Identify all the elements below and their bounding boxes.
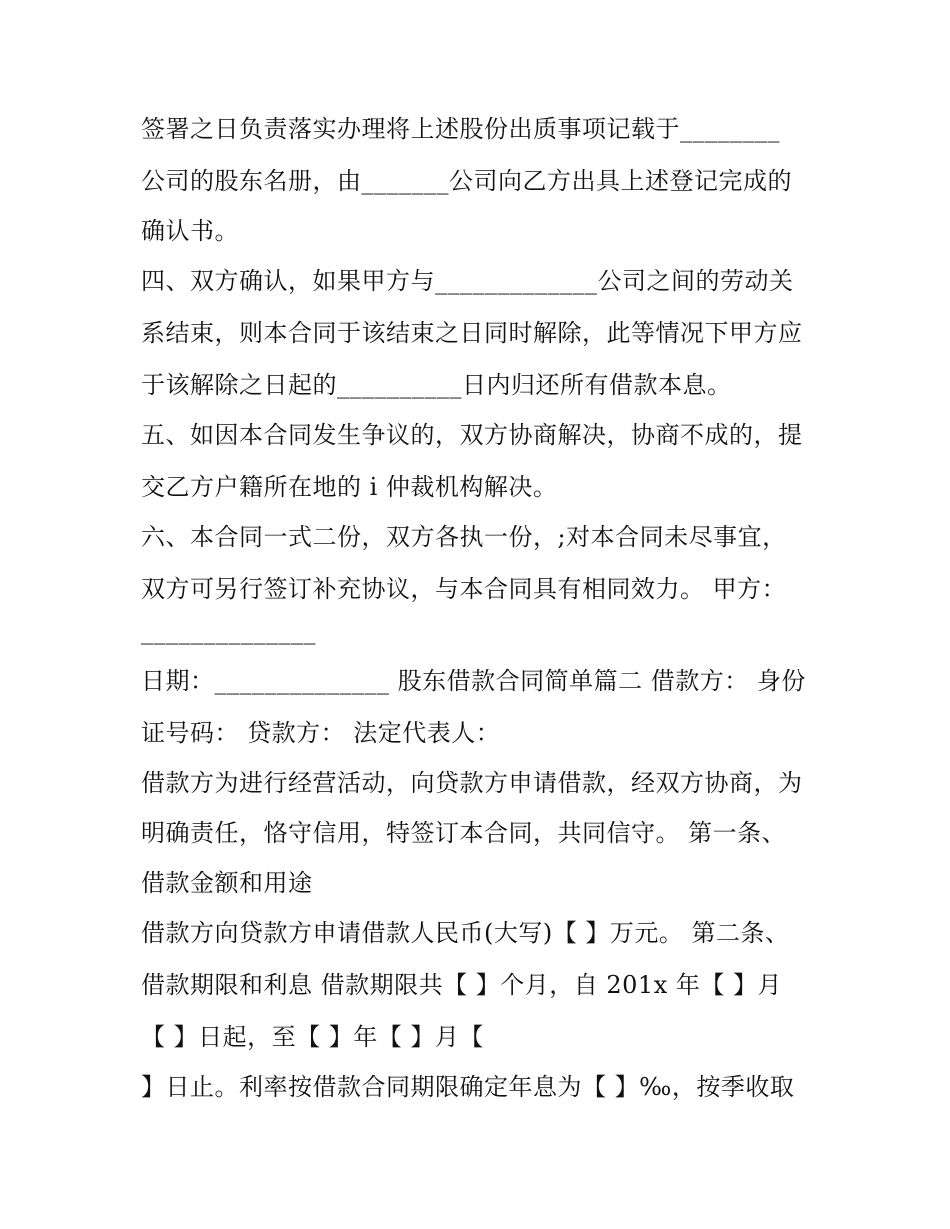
text-line: 借款方为进行经营活动，向贷款方申请借款，经双方协商，为 (141, 769, 803, 797)
text-line: 借款方向贷款方申请借款人民币(大写)【 】万元。 第二条、 (141, 919, 790, 947)
text-line: 【 】日起，至【 】年【 】月【 (141, 1023, 484, 1051)
text-line: 证号码： 贷款方： 法定代表人： (141, 719, 501, 747)
text-line: 明确责任，恪守信用，特签订本合同，共同信守。 第一条、 (141, 819, 787, 847)
text-line: 借款金额和用途 (141, 869, 313, 897)
text-line: 交乙方户籍所在地的 i 仲裁机构解决。 (141, 473, 558, 501)
text-line: ______________ (141, 617, 316, 645)
text-line: 双方可另行签订补充协议，与本合同具有相同效力。 甲方： (141, 575, 787, 603)
text-line: 签署之日负责落实办理将上述股份出质事项记载于________ (141, 115, 780, 143)
text-line: 】日止。利率按借款合同期限确定年息为【 】‰，按季收取 (141, 1073, 795, 1101)
text-line: 借款期限和利息 借款期限共【 】个月，自 201x 年【 】月 (141, 971, 782, 999)
text-line: 公司的股东名册，由_______公司向乙方出具上述登记完成的 (141, 167, 792, 195)
text-line: 于该解除之日起的__________日内归还所有借款本息。 (141, 371, 732, 399)
text-line: 六、本合同一式二份，双方各执一份，;对本合同未尽事宜， (141, 523, 787, 551)
text-line: 五、如因本合同发生争议的，双方协商解决，协商不成的，提 (141, 421, 803, 449)
text-line: 确认书。 (141, 217, 239, 245)
text-line: 日期：______________ 股东借款合同简单篇二 借款方： 身份 (141, 667, 806, 695)
text-line: 四、双方确认，如果甲方与_____________公司之间的劳动关 (141, 267, 794, 295)
text-line: 系结束，则本合同于该结束之日同时解除，此等情况下甲方应 (141, 319, 803, 347)
